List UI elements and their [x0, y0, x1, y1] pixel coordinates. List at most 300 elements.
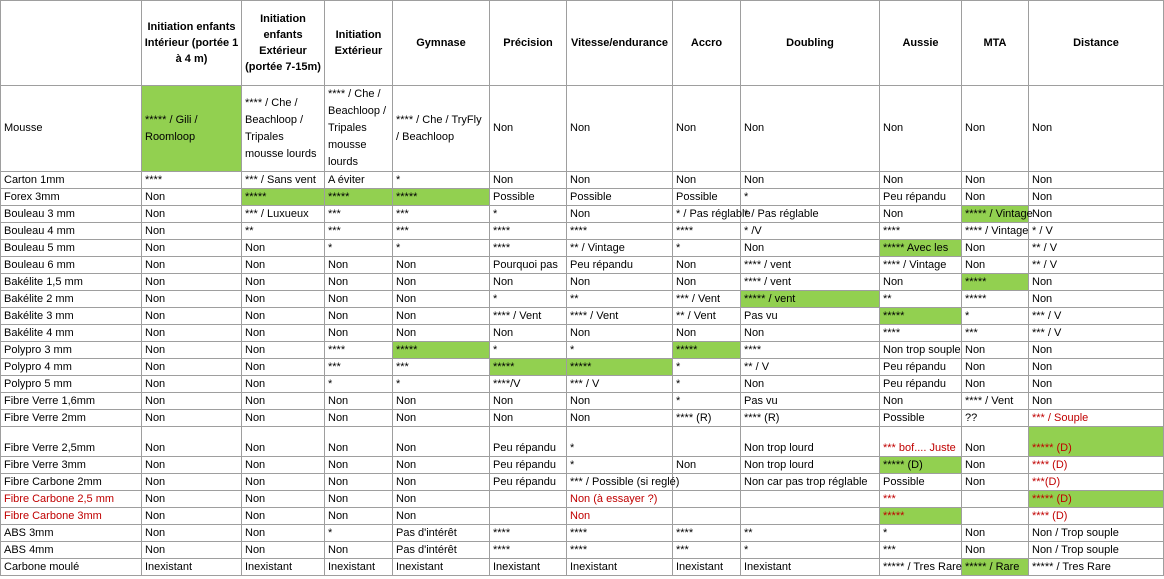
- table-cell: ****: [325, 342, 393, 359]
- table-cell: Peu répandu: [490, 474, 567, 491]
- row-label: Fibre Carbone 2mm: [1, 474, 142, 491]
- table-cell: Non: [242, 393, 325, 410]
- table-cell: ***** (D): [880, 457, 962, 474]
- table-cell: Non: [1029, 376, 1164, 393]
- table-cell: Non: [325, 491, 393, 508]
- table-cell: Non: [393, 474, 490, 491]
- table-cell: Non: [962, 342, 1029, 359]
- table-cell: Non: [142, 457, 242, 474]
- table-cell: *: [325, 376, 393, 393]
- table-cell: Non: [242, 525, 325, 542]
- table-cell: [673, 508, 741, 525]
- table-row: [1, 393, 1164, 410]
- table-cell: Non: [673, 325, 741, 342]
- row-label: Polypro 5 mm: [1, 376, 142, 393]
- header-mta: MTA: [962, 1, 1029, 86]
- table-cell: Pas d'intérêt: [393, 542, 490, 559]
- table-cell: [490, 508, 567, 525]
- table-cell: Non: [962, 189, 1029, 206]
- table-cell: Inexistant: [673, 559, 741, 576]
- table-cell: Inexistant: [325, 559, 393, 576]
- table-cell: **** / vent: [741, 257, 880, 274]
- table-cell: Non: [242, 257, 325, 274]
- table-row: [1, 206, 1164, 223]
- table-cell: Non: [242, 274, 325, 291]
- table-row: [1, 525, 1164, 542]
- table-cell: Pourquoi pas: [490, 257, 567, 274]
- table-row: [1, 359, 1164, 376]
- table-cell: Non: [242, 240, 325, 257]
- table-cell: Non: [325, 474, 393, 491]
- table-cell: Inexistant: [741, 559, 880, 576]
- table-cell: *: [741, 542, 880, 559]
- table-cell: Non: [1029, 206, 1164, 223]
- table-row: [1, 427, 1164, 457]
- table-cell: *: [325, 240, 393, 257]
- table-cell: Non: [962, 376, 1029, 393]
- table-cell: ***: [325, 359, 393, 376]
- table-cell: Non: [142, 257, 242, 274]
- table-cell: *****: [673, 342, 741, 359]
- table-cell: *** / V: [567, 376, 673, 393]
- table-cell: *: [490, 206, 567, 223]
- table-cell: Non: [393, 508, 490, 525]
- table-cell: **** / Vintage: [962, 223, 1029, 240]
- table-cell: Non: [393, 274, 490, 291]
- table-cell: Non: [393, 393, 490, 410]
- table-cell: Non: [142, 359, 242, 376]
- table-cell: *: [567, 342, 673, 359]
- table-cell: [962, 491, 1029, 508]
- table-cell: ***** / Gili / Roomloop: [142, 86, 242, 172]
- table-cell: Non trop lourd: [741, 457, 880, 474]
- row-label: Fibre Carbone 2,5 mm: [1, 491, 142, 508]
- row-label: Bouleau 4 mm: [1, 223, 142, 240]
- table-cell: Non: [1029, 393, 1164, 410]
- table-cell: *****: [962, 291, 1029, 308]
- row-label: Fibre Verre 2,5mm: [1, 427, 142, 457]
- header-aussie: Aussie: [880, 1, 962, 86]
- table-cell: ****: [567, 542, 673, 559]
- table-cell: ***: [962, 325, 1029, 342]
- table-cell: **** / Che / TryFly / Beachloop: [393, 86, 490, 172]
- table-row: [1, 457, 1164, 474]
- table-cell: ***** / Tres Rare: [880, 559, 962, 576]
- table-cell: *** / Luxueux: [242, 206, 325, 223]
- table-cell: Non: [393, 325, 490, 342]
- table-cell: *****: [393, 189, 490, 206]
- table-cell: *: [880, 525, 962, 542]
- table-cell: [962, 508, 1029, 525]
- table-cell: ***** (D): [1029, 427, 1164, 457]
- table-cell: Non: [490, 86, 567, 172]
- table-cell: Non: [142, 410, 242, 427]
- table-cell: Non: [142, 376, 242, 393]
- table-cell: *: [567, 427, 673, 457]
- table-cell: Non trop lourd: [741, 427, 880, 457]
- table-cell: Possible: [490, 189, 567, 206]
- table-cell: **** (R): [741, 410, 880, 427]
- row-label: Fibre Verre 1,6mm: [1, 393, 142, 410]
- table-cell: Pas d'intérêt: [393, 525, 490, 542]
- table-cell: Non: [242, 376, 325, 393]
- table-cell: **** (D): [1029, 457, 1164, 474]
- table-cell: Non: [490, 274, 567, 291]
- table-cell: Non: [242, 427, 325, 457]
- table-cell: ****: [741, 342, 880, 359]
- table-cell: ***: [393, 223, 490, 240]
- table-cell: *: [673, 393, 741, 410]
- table-row: [1, 508, 1164, 525]
- table-cell: *** / Vent: [673, 291, 741, 308]
- table-row: [1, 172, 1164, 189]
- row-label: ABS 4mm: [1, 542, 142, 559]
- table-cell: Inexistant: [490, 559, 567, 576]
- table-cell: Non: [880, 172, 962, 189]
- table-cell: Non: [142, 427, 242, 457]
- table-cell: Non: [325, 508, 393, 525]
- table-cell: Non: [567, 86, 673, 172]
- table-cell: [741, 491, 880, 508]
- row-label: Forex 3mm: [1, 189, 142, 206]
- table-cell: *** / V: [1029, 325, 1164, 342]
- table-cell: Non: [142, 223, 242, 240]
- table-cell: *: [490, 342, 567, 359]
- table-cell: Non: [673, 274, 741, 291]
- table-cell: ****: [567, 525, 673, 542]
- table-cell: Possible: [880, 474, 962, 491]
- table-cell: Non: [962, 542, 1029, 559]
- table-row: [1, 308, 1164, 325]
- table-cell: Non: [393, 410, 490, 427]
- table-cell: *****: [880, 308, 962, 325]
- table-cell: Non: [325, 427, 393, 457]
- table-cell: *** / Possible (si reglé): [567, 474, 673, 491]
- table-cell: ****: [142, 172, 242, 189]
- table-cell: Non: [962, 359, 1029, 376]
- table-cell: Non: [673, 172, 741, 189]
- table-cell: Non: [393, 457, 490, 474]
- table-cell: *: [490, 291, 567, 308]
- table-cell: Non: [242, 474, 325, 491]
- table-cell: ** / V: [741, 359, 880, 376]
- table-cell: Non: [490, 410, 567, 427]
- table-cell: ***: [325, 206, 393, 223]
- table-cell: Inexistant: [393, 559, 490, 576]
- table-cell: Non: [393, 257, 490, 274]
- table-cell: *: [673, 359, 741, 376]
- table-cell: *****: [880, 508, 962, 525]
- table-cell: Non: [242, 325, 325, 342]
- row-label: Fibre Carbone 3mm: [1, 508, 142, 525]
- table-row: [1, 410, 1164, 427]
- table-cell: Non: [325, 308, 393, 325]
- table-cell: Non: [962, 457, 1029, 474]
- table-cell: Non: [142, 206, 242, 223]
- table-cell: *****: [962, 274, 1029, 291]
- table-cell: *: [567, 457, 673, 474]
- table-cell: Non: [567, 325, 673, 342]
- header-corner: [1, 1, 142, 86]
- table-cell: *: [741, 189, 880, 206]
- header-distance: Distance: [1029, 1, 1164, 86]
- table-row: [1, 376, 1164, 393]
- table-cell: *****: [567, 359, 673, 376]
- table-cell: ***** / vent: [741, 291, 880, 308]
- table-cell: Pas vu: [741, 308, 880, 325]
- table-cell: Non: [962, 172, 1029, 189]
- table-cell: Non: [962, 474, 1029, 491]
- table-cell: Non (à essayer ?): [567, 491, 673, 508]
- table-cell: [673, 427, 741, 457]
- table-cell: Non car pas trop réglable: [741, 474, 880, 491]
- table-cell: Non: [962, 525, 1029, 542]
- header-vitesse-endurance: Vitesse/endurance: [567, 1, 673, 86]
- table-row: [1, 291, 1164, 308]
- table-cell: Non: [962, 427, 1029, 457]
- table-cell: **: [880, 291, 962, 308]
- table-cell: *****: [393, 342, 490, 359]
- table-row: [1, 274, 1164, 291]
- table-cell: Peu répandu: [880, 376, 962, 393]
- table-cell: Non / Trop souple: [1029, 542, 1164, 559]
- table-cell: **: [741, 525, 880, 542]
- table-cell: Non: [142, 508, 242, 525]
- table-cell: ***: [673, 542, 741, 559]
- row-label: Bouleau 3 mm: [1, 206, 142, 223]
- header-precision: Précision: [490, 1, 567, 86]
- table-cell: Non: [673, 86, 741, 172]
- row-label: Bouleau 5 mm: [1, 240, 142, 257]
- table-row: [1, 240, 1164, 257]
- table-cell: [673, 474, 741, 491]
- row-label: Mousse: [1, 86, 142, 172]
- table-cell: Non: [142, 240, 242, 257]
- table-cell: Non: [142, 542, 242, 559]
- table-cell: ** / V: [1029, 240, 1164, 257]
- table-row: [1, 559, 1164, 576]
- table-cell: **** (D): [1029, 508, 1164, 525]
- table-cell: Non: [325, 542, 393, 559]
- table-cell: Non: [325, 457, 393, 474]
- table-cell: Non: [325, 325, 393, 342]
- row-label: Carbone moulé: [1, 559, 142, 576]
- table-row: [1, 474, 1164, 491]
- table-cell: Non: [1029, 189, 1164, 206]
- table-cell: Non: [490, 325, 567, 342]
- table-cell: Non: [567, 508, 673, 525]
- table-cell: ****: [567, 223, 673, 240]
- table-cell: *: [673, 240, 741, 257]
- table-cell: ***: [325, 223, 393, 240]
- table-cell: Non: [1029, 274, 1164, 291]
- table-row: [1, 257, 1164, 274]
- table-cell: Possible: [673, 189, 741, 206]
- table-cell: ***: [393, 359, 490, 376]
- row-label: Carton 1mm: [1, 172, 142, 189]
- table-cell: ****: [673, 525, 741, 542]
- table-cell: ** / Vintage: [567, 240, 673, 257]
- table-cell: Non: [741, 240, 880, 257]
- table-cell: *****: [490, 359, 567, 376]
- table-cell: Non: [1029, 86, 1164, 172]
- row-label: Bakélite 1,5 mm: [1, 274, 142, 291]
- table-cell: Non: [142, 474, 242, 491]
- table-cell: Non: [880, 274, 962, 291]
- table-cell: Peu répandu: [490, 457, 567, 474]
- table-cell: * /V: [741, 223, 880, 240]
- table-cell: Non: [325, 291, 393, 308]
- table-cell: **** / Vent: [962, 393, 1029, 410]
- table-cell: **: [567, 291, 673, 308]
- table-cell: Non: [325, 257, 393, 274]
- table-cell: ***** / Vintage: [962, 206, 1029, 223]
- table-cell: ****/V: [490, 376, 567, 393]
- row-label: Bouleau 6 mm: [1, 257, 142, 274]
- table-cell: [490, 491, 567, 508]
- table-cell: *** bof.... Juste: [880, 427, 962, 457]
- table-cell: [741, 508, 880, 525]
- table-cell: Non: [242, 457, 325, 474]
- table-cell: Non: [393, 291, 490, 308]
- table-cell: *: [393, 172, 490, 189]
- table-cell: Non: [1029, 342, 1164, 359]
- table-cell: ****: [880, 325, 962, 342]
- table-cell: *: [962, 308, 1029, 325]
- table-cell: **** / Vent: [567, 308, 673, 325]
- header-initiation-exterieur: Initiation Extérieur: [325, 1, 393, 86]
- table-cell: Non: [567, 172, 673, 189]
- table-cell: *: [325, 525, 393, 542]
- table-cell: Non: [242, 342, 325, 359]
- table-cell: ***: [880, 542, 962, 559]
- table-cell: Pas vu: [741, 393, 880, 410]
- table-cell: Non: [393, 427, 490, 457]
- table-cell: **: [242, 223, 325, 240]
- table-cell: **** / vent: [741, 274, 880, 291]
- table-cell: Non: [490, 172, 567, 189]
- table-cell: ****: [673, 223, 741, 240]
- row-label: Polypro 4 mm: [1, 359, 142, 376]
- header-initiation-enfants-interieur: Initiation enfants Intérieur (portée 1 à 4 m): [142, 1, 242, 86]
- table-cell: * / Pas réglable: [673, 206, 741, 223]
- table-cell: Non: [880, 393, 962, 410]
- table-cell: Non: [142, 393, 242, 410]
- header-row: [1, 1, 1164, 86]
- table-cell: Non: [1029, 172, 1164, 189]
- table-cell: Non trop souple: [880, 342, 962, 359]
- table-row: [1, 325, 1164, 342]
- table-cell: Non: [741, 86, 880, 172]
- row-label: Bakélite 2 mm: [1, 291, 142, 308]
- table-cell: ***** / Rare: [962, 559, 1029, 576]
- table-cell: Non: [242, 491, 325, 508]
- table-cell: Non: [490, 393, 567, 410]
- table-cell: Non: [1029, 359, 1164, 376]
- table-row: [1, 342, 1164, 359]
- table-cell: Peu répandu: [880, 359, 962, 376]
- table-cell: Possible: [880, 410, 962, 427]
- table-cell: Non: [325, 393, 393, 410]
- table-cell: *** / Souple: [1029, 410, 1164, 427]
- table-cell: Non: [393, 308, 490, 325]
- table-cell: Non: [567, 410, 673, 427]
- table-cell: Peu répandu: [880, 189, 962, 206]
- table-cell: Non: [567, 206, 673, 223]
- table-cell: Non / Trop souple: [1029, 525, 1164, 542]
- table-cell: **** / Che / Beachloop / Tripales mousse lourds: [325, 86, 393, 172]
- header-gymnase: Gymnase: [393, 1, 490, 86]
- table-cell: Non: [242, 308, 325, 325]
- table-cell: ****: [880, 223, 962, 240]
- table-cell: ***: [393, 206, 490, 223]
- table-cell: ****: [490, 542, 567, 559]
- table-cell: *****: [242, 189, 325, 206]
- table-row: [1, 542, 1164, 559]
- table-cell: ** / V: [1029, 257, 1164, 274]
- table-cell: Non: [567, 274, 673, 291]
- table-cell: Non: [325, 410, 393, 427]
- row-label: Fibre Verre 2mm: [1, 410, 142, 427]
- table-cell: * / V: [1029, 223, 1164, 240]
- table-cell: *: [393, 240, 490, 257]
- table-cell: ** / Vent: [673, 308, 741, 325]
- table-cell: Inexistant: [242, 559, 325, 576]
- table-cell: Non: [880, 206, 962, 223]
- header-initiation-enfants-exterieur: Initiation enfants Extérieur (portée 7-15m): [242, 1, 325, 86]
- table-cell: Non: [567, 393, 673, 410]
- table-cell: A éviter: [325, 172, 393, 189]
- table-cell: Non: [242, 291, 325, 308]
- table-cell: ??: [962, 410, 1029, 427]
- table-cell: ****: [490, 525, 567, 542]
- table-cell: **** / Vent: [490, 308, 567, 325]
- table-cell: ***(D): [1029, 474, 1164, 491]
- table-cell: ****: [490, 223, 567, 240]
- table-cell: Non: [962, 257, 1029, 274]
- table-cell: Non: [962, 86, 1029, 172]
- table-cell: **** / Vintage: [880, 257, 962, 274]
- row-label: Fibre Verre 3mm: [1, 457, 142, 474]
- table-cell: [673, 491, 741, 508]
- table-cell: Possible: [567, 189, 673, 206]
- header-accro: Accro: [673, 1, 741, 86]
- table-cell: Inexistant: [567, 559, 673, 576]
- table-cell: Peu répandu: [567, 257, 673, 274]
- table-cell: Non: [142, 525, 242, 542]
- table-row: [1, 223, 1164, 240]
- table-cell: Non: [242, 410, 325, 427]
- table-cell: **** / Che / Beachloop / Tripales mousse lourds: [242, 86, 325, 172]
- table-cell: Non: [242, 508, 325, 525]
- table-row: [1, 189, 1164, 206]
- table-cell: ***** Avec les: [880, 240, 962, 257]
- table-cell: Non: [673, 457, 741, 474]
- table-cell: Non: [142, 342, 242, 359]
- table-cell: Non: [741, 325, 880, 342]
- table-cell: Non: [741, 172, 880, 189]
- table-cell: *****: [325, 189, 393, 206]
- table-cell: Non: [142, 291, 242, 308]
- table-cell: *: [673, 376, 741, 393]
- table-cell: ***** / Tres Rare: [1029, 559, 1164, 576]
- row-label: Bakélite 3 mm: [1, 308, 142, 325]
- table-cell: Non: [142, 274, 242, 291]
- table-row: [1, 491, 1164, 508]
- table-cell: *** / V: [1029, 308, 1164, 325]
- header-doubling: Doubling: [741, 1, 880, 86]
- row-label: Bakélite 4 mm: [1, 325, 142, 342]
